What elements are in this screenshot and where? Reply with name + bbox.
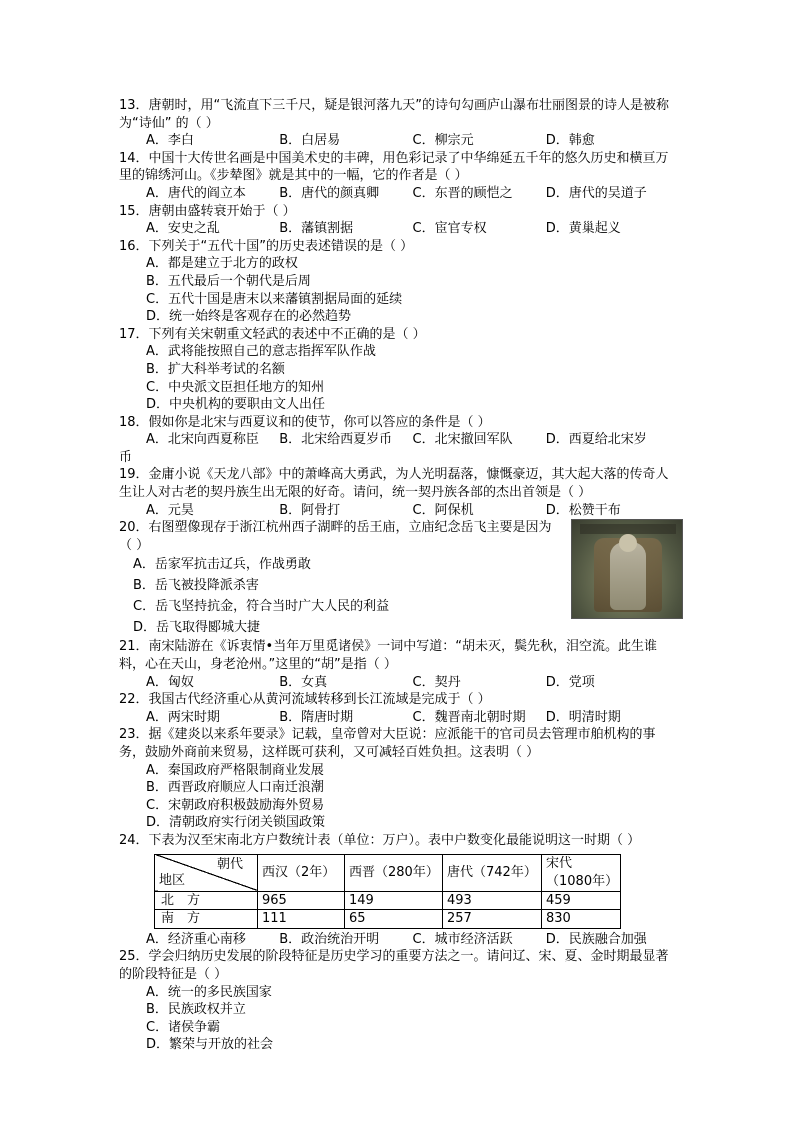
option-c: C．阿保机 <box>412 502 474 518</box>
table-cell: 965 <box>258 891 345 910</box>
table-cell: 65 <box>345 910 443 929</box>
question-25 <box>119 948 679 1054</box>
table-cell: 459 <box>542 891 621 910</box>
option-c: C．魏晋南北朝时期 <box>412 709 526 725</box>
table-cell: 830 <box>542 910 621 929</box>
option-d: D．繁荣与开放的社会 <box>146 1037 274 1053</box>
option-b: B．唐代的颜真卿 <box>279 185 380 201</box>
question-18 <box>119 414 679 467</box>
option-d: D．党项 <box>545 674 595 690</box>
options <box>119 502 679 520</box>
option-b: B．藩镇割据 <box>279 221 354 237</box>
question-13 <box>119 97 679 150</box>
table-header-cell: 宋代（1080年） <box>542 854 621 891</box>
options <box>119 931 679 949</box>
option-d: D．统一始终是客观存在的必然趋势 <box>146 309 352 325</box>
option-d: D．民族融合加强 <box>545 931 647 947</box>
option-d: D．西夏给北宋岁 <box>545 432 647 448</box>
table-row <box>155 891 621 910</box>
question-14 <box>119 150 679 203</box>
option-d: D．岳飞取得郾城大捷 <box>133 620 261 636</box>
option-a: A．秦国政府严格限制商业发展 <box>146 762 324 778</box>
option-b: B．政治统治开明 <box>279 931 380 947</box>
question-19 <box>119 466 679 519</box>
option-b: B．扩大科举考试的名额 <box>146 361 285 377</box>
option-a: A．统一的多民族国家 <box>146 984 272 1000</box>
options <box>119 220 679 238</box>
option-b: B．女真 <box>279 674 328 690</box>
options <box>119 132 679 150</box>
option-c: C．宦官专权 <box>412 221 487 237</box>
table-cell: 111 <box>258 910 345 929</box>
option-a: A．岳家军抗击辽兵，作战勇敢 <box>133 557 311 573</box>
question-text: 24．下表为汉至宋南北方户数统计表（单位：万户）。表中户数变化最能说明这一时期（ ） <box>119 832 641 848</box>
question-text: 25．学会归纳历史发展的阶段特征是历史学习的重要方法之一。请问辽、宋、夏、金时期最显著的阶段特征是（ ） <box>119 949 669 982</box>
question-list <box>119 97 679 1054</box>
options <box>119 431 679 449</box>
option-a: A．两宋时期 <box>146 709 220 725</box>
option-b: B．北宋给西夏岁币 <box>279 432 393 448</box>
option-a: A．元昊 <box>146 502 194 518</box>
table-cell: 149 <box>345 891 443 910</box>
option-c: C．中央派文臣担任地方的知州 <box>146 379 325 395</box>
question-text: 19．金庸小说《天龙八部》中的萧峰高大勇武，为人光明磊落，慷慨豪迈，其大起大落的传奇人生让人对古老的契丹族生出无限的好奇。请问，统一契丹族各部的杰出首领是（ ） <box>119 467 669 501</box>
option-d: D．清朝政府实行闭关锁国政策 <box>146 815 326 831</box>
question-text: 13．唐朝时，用“飞流直下三千尺，疑是银河落九天”的诗句勾画庐山瀑布壮丽图景的诗人是被称为“诗仙” 的（ ） <box>119 98 670 131</box>
corner-label-dynasty: 朝代 <box>216 856 243 872</box>
question-21 <box>119 638 679 691</box>
option-c: C．五代十国是唐末以来藩镇割据局面的延续 <box>146 291 403 307</box>
option-c: C．宋朝政府积极鼓励海外贸易 <box>146 797 325 813</box>
table-row <box>155 910 621 929</box>
question-text: 15．唐朝由盛转衰开始于（ ） <box>119 203 296 219</box>
question-15 <box>119 203 679 238</box>
table-row-label: 南 方 <box>155 910 258 929</box>
option-d: D．松赞干布 <box>545 502 621 518</box>
option-c: C．东晋的顾恺之 <box>412 185 513 201</box>
question-text: 20．右图塑像现存于浙江杭州西子湖畔的岳王庙，立庙纪念岳飞主要是因为（ ） <box>119 520 552 553</box>
option-b: B．隋唐时期 <box>279 709 354 725</box>
option-b: B．民族政权并立 <box>146 1002 246 1018</box>
option-c: C．柳宗元 <box>412 133 474 149</box>
option-a: A．匈奴 <box>146 674 194 690</box>
question-text: 21．南宋陆游在《诉衷情•当年万里觅诸侯》一词中写道：“胡未灭，鬓先秋，泪空流。此生谁料，心在天山，身老沧州。”这里的“胡”是指（ ） <box>119 639 657 673</box>
question-20 <box>119 519 679 638</box>
option-b: B．五代最后一个朝代是后周 <box>146 273 311 289</box>
option-c: C．城市经济活跃 <box>412 931 513 947</box>
options <box>119 709 679 727</box>
option-c: C．岳飞坚持抗金，符合当时广大人民的利益 <box>133 599 390 615</box>
corner-label-region: 地区 <box>159 872 186 888</box>
option-a: A．北宋向西夏称臣 <box>146 432 259 448</box>
option-c: C．诸侯争霸 <box>146 1019 221 1035</box>
option-a: A．武将能按照自己的意志指挥军队作战 <box>146 344 376 360</box>
household-stats-table <box>154 854 621 929</box>
question-17 <box>119 326 679 414</box>
table-header-cell: 西汉（2年） <box>258 854 345 891</box>
table-header-row <box>155 854 621 891</box>
option-c: C．契丹 <box>412 674 461 690</box>
option-b: B．阿骨打 <box>279 502 341 518</box>
table-row-label: 北 方 <box>155 891 258 910</box>
question-16 <box>119 238 679 326</box>
question-text: 22．我国古代经济重心从黄河流域转移到长江流域是完成于（ ） <box>119 692 491 708</box>
options <box>119 343 679 413</box>
options <box>119 185 679 203</box>
question-text: 18．假如你是北宋与西夏议和的使节，你可以答应的条件是（ ） <box>119 414 491 430</box>
question-text: 16．下列关于“五代十国”的历史表述错误的是（ ） <box>119 238 414 254</box>
option-c: C．北宋撤回军队 <box>412 432 513 448</box>
option-a: A．经济重心南移 <box>146 931 246 947</box>
options <box>119 255 679 325</box>
question-text: 17．下列有关宋朝重文轻武的表述中不正确的是（ ） <box>119 326 426 342</box>
option-a: A．安史之乱 <box>146 221 220 237</box>
options <box>119 984 679 1054</box>
table-cell: 493 <box>443 891 542 910</box>
option-d-continuation: 币 <box>119 449 133 465</box>
options <box>119 762 679 832</box>
question-text: 14．中国十大传世名画是中国美术史的丰碑，用色彩记录了中华绵延五千年的悠久历史和横亘万里的锦绣河山。《步辇图》就是其中的一幅，它的作者是（ ） <box>119 150 669 184</box>
option-d: D．黄巢起义 <box>545 221 621 237</box>
question-22 <box>119 691 679 726</box>
option-b: B．白居易 <box>279 133 341 149</box>
option-d: D．韩愈 <box>545 133 595 149</box>
option-b: B．岳飞被投降派杀害 <box>133 578 259 594</box>
question-text: 23．据《建炎以来系年要录》记载，皇帝曾对大臣说：应派能干的官司员去管理市舶机构的事务，鼓励外商前来贸易，这样既可获利，又可减轻百姓负担。这表明（ ） <box>119 727 656 760</box>
option-a: A．唐代的阎立本 <box>146 185 246 201</box>
options <box>119 674 679 692</box>
question-24 <box>119 832 679 948</box>
question-23 <box>119 726 679 832</box>
yue-fei-statue-image <box>571 519 683 619</box>
option-d: D．唐代的吴道子 <box>545 185 647 201</box>
option-d: D．中央机构的要职由文人出任 <box>146 397 326 413</box>
option-a: A．李白 <box>146 133 194 149</box>
option-d: D．明清时期 <box>545 709 621 725</box>
table-corner-cell <box>155 854 258 891</box>
option-a: A．都是建立于北方的政权 <box>146 256 298 272</box>
table-header-cell: 唐代（742年） <box>443 854 542 891</box>
table-cell: 257 <box>443 910 542 929</box>
table-header-cell: 西晋（280年） <box>345 854 443 891</box>
option-b: B．西晋政府顺应人口南迁浪潮 <box>146 780 324 796</box>
